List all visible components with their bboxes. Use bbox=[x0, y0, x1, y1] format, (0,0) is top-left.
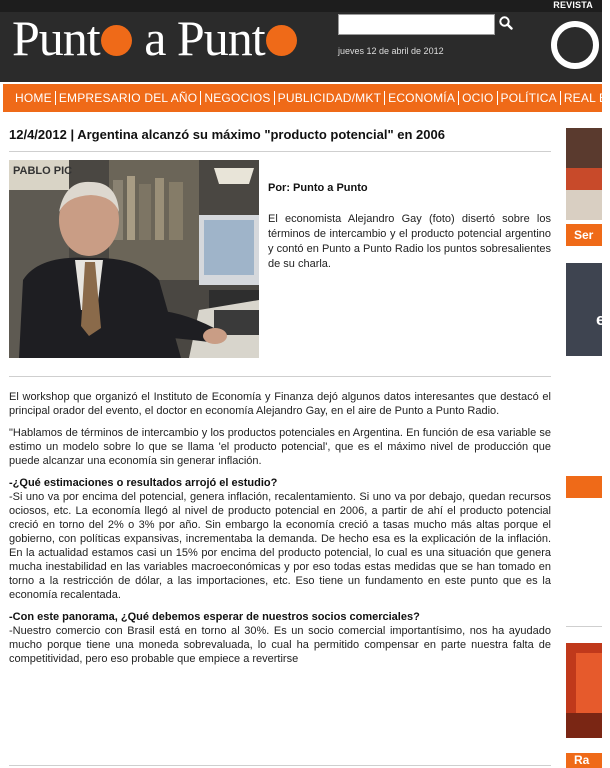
revista-link[interactable]: REVISTA bbox=[553, 0, 593, 10]
title-divider bbox=[9, 151, 551, 152]
sidebar-section-label-bottom[interactable]: Ra bbox=[566, 753, 602, 768]
main-nav bbox=[3, 84, 608, 112]
nav-item-negocios[interactable]: NEGOCIOS bbox=[201, 91, 274, 105]
sidebar-photo bbox=[566, 128, 602, 220]
body-paragraph-1: El workshop que organizó el Instituto de Economía y Finanza dejó algunos datos interesantes que destacó el principal orador del evento, el doctor en economía Alejandro Gay, en el aire de Punto a Punto Radio. bbox=[9, 391, 551, 417]
sidebar-section-label-top[interactable]: Ser bbox=[566, 224, 602, 246]
nav-item-politica[interactable]: POLÍTICA bbox=[498, 91, 561, 105]
economist-photo-illustration bbox=[9, 160, 259, 358]
logo-text-right: a Punt bbox=[144, 10, 265, 66]
intro-divider bbox=[9, 376, 551, 377]
search-input[interactable] bbox=[338, 14, 495, 35]
search-icon[interactable] bbox=[498, 15, 514, 31]
photo-sign-text: PABLO PIC bbox=[13, 165, 73, 177]
site-logo[interactable] bbox=[12, 8, 298, 68]
nav-item-empresario[interactable]: EMPRESARIO DEL AÑO bbox=[56, 91, 202, 105]
sidebar-banner[interactable]: e bbox=[566, 263, 602, 356]
current-date: jueves 12 de abril de 2012 bbox=[338, 46, 444, 56]
sidebar-divider bbox=[566, 626, 602, 627]
article-intro: El economista Alejandro Gay (foto) disertó sobre los términos de intercambio y el producto potencial argentino y contó en Punto a Punto Radio los puntos sobresalientes de su charla. bbox=[268, 213, 551, 270]
logo-text-left: Punt bbox=[12, 10, 100, 66]
interview-answer-2: -Nuestro comercio con Brasil está en torno al 30%. Es un socio comercial importantísimo, nos ha ayudado mucho porque tiene una moneda sobrevaluada, lo cual ha permitido compensar en parte nuestra falta de competitividad, pero eso probable que empiece a revertirse bbox=[9, 625, 551, 665]
sidebar-thumbnail-bottom[interactable] bbox=[566, 643, 602, 738]
article-photo bbox=[9, 160, 259, 358]
article-byline: Por: Punto a Punto bbox=[268, 182, 368, 194]
logo-orange-dot bbox=[101, 25, 132, 56]
sidebar-orange-bar bbox=[566, 476, 602, 498]
interview-answer-1: -Si uno va por encima del potencial, genera inflación, recalentamiento. Si uno va por debajo, quedan recursos ociosos, etc. La economía llegó al nivel de producto potencial en 2006, a partir de ahí el producto potencial creció en torno del 2% o 3% por año. Sin embargo la economía creció a tasas mucho más altas porque el gobierno, con políticas expansivas, incrementaba la demanda. De hecho esa es la explicación de la inflación. En la actualidad estamos casi un 15% por encima del producto potencial, lo cual es una situación que genera mucha inestabilidad en las variables macroeconómicas y por eso todas estas medidas que se han tomado en torno a la restricción de dólar, a las importaciones, etc. Eso tiene un fundamento en este punto que es la economía recalentada. bbox=[9, 491, 551, 601]
article-body bbox=[9, 390, 551, 674]
article-title: 12/4/2012 | Argentina alcanzó su máximo "producto potencial" en 2006 bbox=[9, 127, 445, 142]
nav-item-home[interactable]: HOME bbox=[3, 91, 56, 105]
nav-item-real-estate[interactable]: REAL E bbox=[563, 91, 608, 105]
nav-item-economia[interactable]: ECONOMÍA bbox=[385, 91, 459, 105]
nav-item-publicidad[interactable]: PUBLICIDAD/MKT bbox=[275, 91, 385, 105]
footer-divider bbox=[9, 765, 551, 766]
body-paragraph-2: "Hablamos de términos de intercambio y los productos potenciales en Argentina. En función de esa variable se estimo un modelo sobre lo que se llama 'el producto potencial', que es el máximo nivel de producción que puede alcanzar una economía sin generar inflación. bbox=[9, 427, 551, 467]
interview-question-1: -¿Qué estimaciones o resultados arrojó el estudio? bbox=[9, 477, 278, 489]
site-header bbox=[0, 0, 602, 82]
nav-item-ocio[interactable]: OCIO bbox=[459, 91, 497, 105]
revista-ring-logo[interactable] bbox=[551, 21, 599, 69]
interview-question-2: -Con este panorama, ¿Qué debemos esperar de nuestros socios comerciales? bbox=[9, 611, 420, 623]
logo-orange-dot-end bbox=[266, 25, 297, 56]
sidebar-thumbnail-top[interactable] bbox=[566, 128, 602, 220]
sidebar-photo-bottom bbox=[566, 643, 602, 738]
